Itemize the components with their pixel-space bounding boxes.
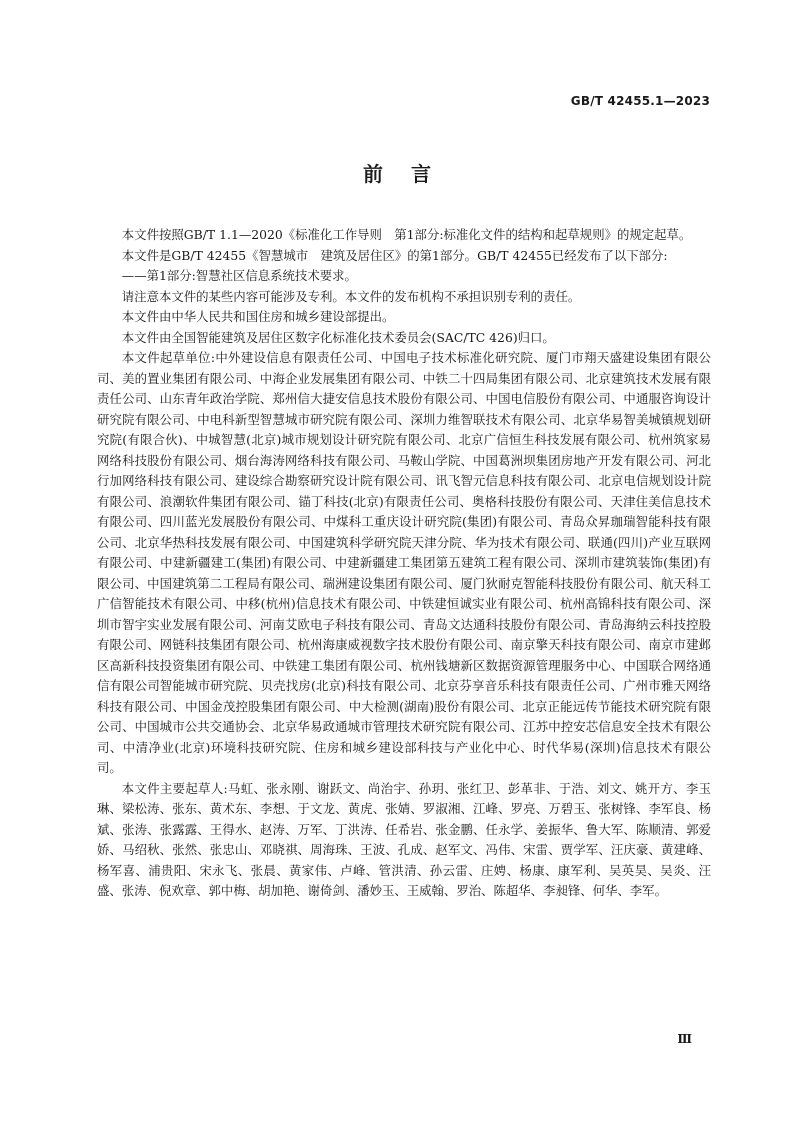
paragraph-series-info: 本文件是GB/T 42455《智慧城市 建筑及居住区》的第1部分。GB/T 42455已经发布了以下部分: bbox=[121, 247, 668, 263]
page-number: Ⅲ bbox=[677, 1032, 692, 1046]
paragraph-drafters: 本文件主要起草人:马虹、张永刚、谢跃文、尚治宇、孙玥、张红卫、彭革非、于浩、刘文、姚开方、李玉琳、梁松涛、张东、黄术东、李想、于文龙、黄虎、张婧、罗淑湘、江峰、罗亮、万碧玉、张树锋、李军良、杨斌、张涛、张露露、王得水、赵涛、万军、丁洪涛、任希岩、张金鹏、任永学、姜振华、鲁大军、陈顺清、郭爱娇、马绍秋、张然、张忠山、邓晓祺、周海珠、王波、孔成、赵军文、冯伟、宋雷、贾学军、汪庆豪、黄建峰、杨军喜、浦贵阳、宋永飞、张晨、黄家伟、卢峰、管洪清、孙云雷、庄娉、杨康、康军利、吴英昊、吴炎、汪盛、张涛、倪欢章、郭中梅、胡加艳、谢倚剑、潘妙玉、王威翰、罗治、陈超华、李昶锋、何华、李军。 bbox=[97, 780, 711, 898]
paragraph-drafting-rules: 本文件按照GB/T 1.1—2020《标准化工作导则 第1部分:标准化文件的结构和起草规则》的规定起草。 bbox=[121, 227, 692, 242]
paragraph-proposer: 本文件由中华人民共和国住房和城乡建设部提出。 bbox=[121, 309, 395, 324]
paragraph-part-list-item: ——第1部分:智慧社区信息系统技术要求。 bbox=[121, 268, 357, 283]
paragraph-committee: 本文件由全国智能建筑及居住区数字化标准化技术委员会(SAC/TC 426)归口。 bbox=[121, 329, 555, 345]
standard-code: GB/T 42455.1—2023 bbox=[570, 94, 710, 108]
foreword-body bbox=[97, 225, 711, 902]
page-title: 前言 bbox=[363, 162, 459, 186]
paragraph-patent-notice: 请注意本文件的某些内容可能涉及专利。本文件的发布机构不承担识别专利的责任。 bbox=[121, 288, 581, 304]
paragraph-drafting-organizations: 本文件起草单位:中外建设信息有限责任公司、中国电子技术标准化研究院、厦门市翔天盛建设集团有限公司、美的置业集团有限公司、中海企业发展集团有限公司、中铁二十四局集团有限公司、北京建筑技术发展有限责任公司、山东青年政治学院、郑州信大捷安信息技术股份有限公司、中国电信股份有限公司、中通服咨询设计研究院有限公司、中电科新型智慧城市研究院有限公司、深圳力维智联技术有限公司、北京华易智美城镇规划研究院(有限合伙)、中城智慧(北京)城市规划设计研究院有限公司、北京广信恒生科技发展有限公司、杭州筑家易网络科技股份有限公司、烟台海涛网络科技有限公司、马鞍山学院、中国葛洲坝集团房地产开发有限公司、河北行加网络科技有限公司、建设综合勘察研究设计院有限公司、讯飞智元信息科技有限公司、北京电信规划设计院有限公司、浪潮软件集团有限公司、锚丁科技(北京)有限责任公司、奥格科技股份有限公司、天津住美信息技术有限公司、四川蓝光发展股份有限公司、中煤科工重庆设计研究院(集团)有限公司、青岛众昇珈瑞智能科技有限公司、北京华热科技发展有限公司、中国建筑科学研究院天津分院、华为技术有限公司、联通(四川)产业互联网有限公司、中建新疆建工(集团)有限公司、中建新疆建工集团第五建筑工程有限公司、深圳市建筑装饰(集团)有限公司、中国建筑第二工程局有限公司、瑞洲建设集团有限公司、厦门狄耐克智能科技股份有限公司、航天科工广信智能技术有限公司、中移(杭州)信息技术有限公司、中铁建恒诚实业有限公司、杭州高锦科技有限公司、深圳市智宇实业发展有限公司、河南艾欧电子科技有限公司、青岛文达通科技股份有限公司、青岛海纳云科技控股有限公司、网链科技集团有限公司、杭州海康威视数字技术股份有限公司、南京擎天科技有限公司、南京市建邺区高新科技投资集团有限公司、中铁建工集团有限公司、杭州钱塘新区数据资源管理服务中心、中国联合网络通信有限公司智能城市研究院、贝壳找房(北京)科技有限公司、北京芬享音乐科技有限责任公司、广州市雅天网络科技有限公司、中国金茂控股集团有限公司、中大检测(湖南)股份有限公司、北京正能远传节能技术研究院有限公司、中国城市公共交通协会、北京华易政通城市管理技术研究院有限公司、江苏中控安芯信息安全技术有限公司、中清净业(北京)环境科技研究院、住房和城乡建设部科技与产业化中心、时代华易(深圳)信息技术有限公司。 bbox=[97, 350, 711, 775]
